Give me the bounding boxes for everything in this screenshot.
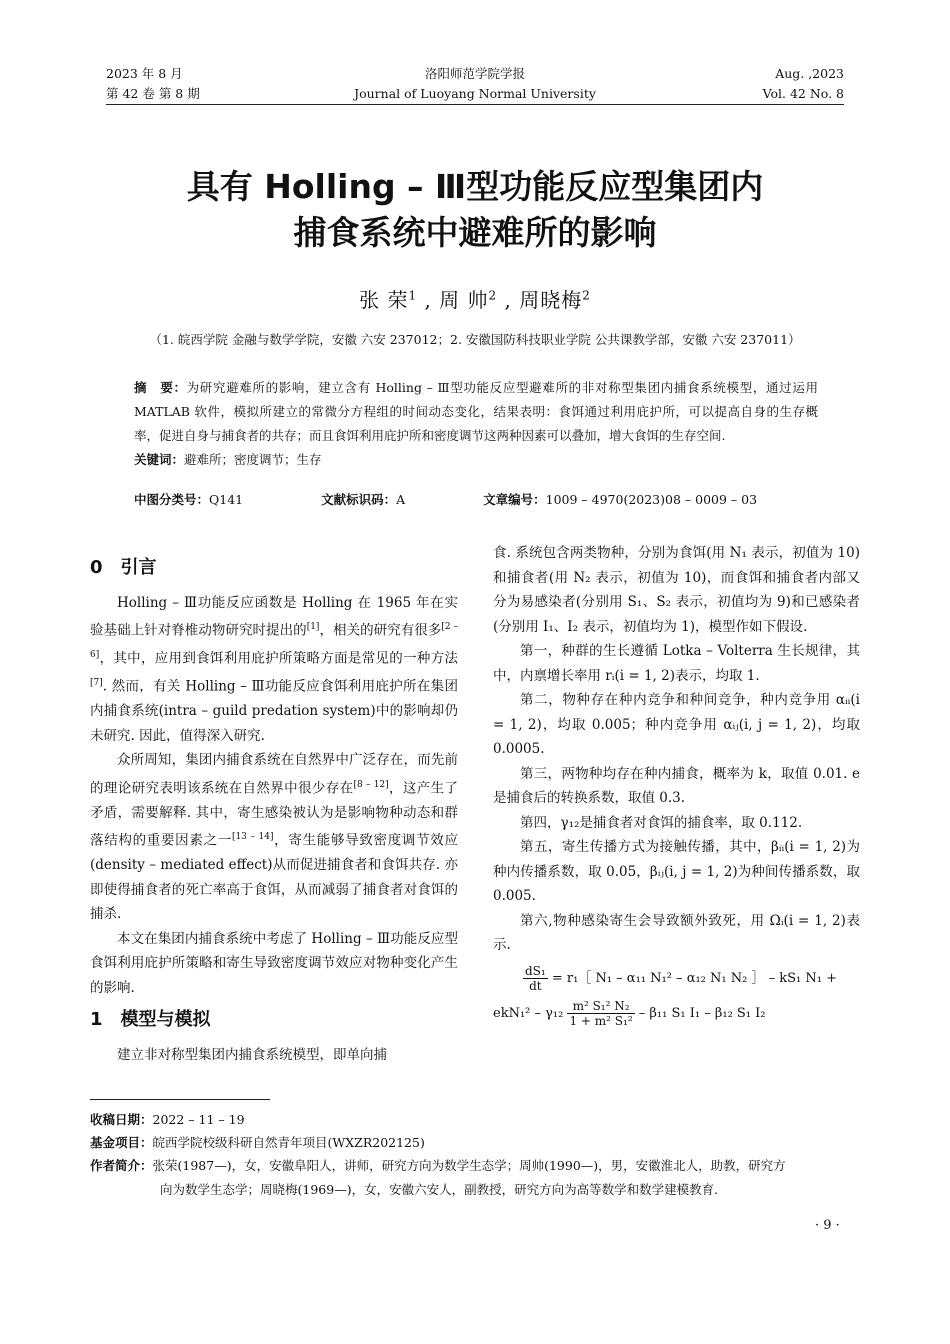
author-1-affil: 1 — [408, 288, 418, 303]
author-3: 周晓梅 — [519, 288, 583, 312]
classification-line — [134, 490, 757, 508]
article-title — [0, 164, 950, 256]
derivative-fraction — [523, 964, 548, 993]
keywords-label: 关键词： — [134, 452, 185, 467]
text-run: ，相关的研究有很多 — [319, 622, 442, 639]
page-number: · 9 · — [815, 1218, 840, 1233]
text-run: ，这产生了矛盾，需要解释. 其中，寄生感染被认为是影响物种动态和群落结构的重要因素之一 — [90, 780, 459, 849]
footnote-label: 基金项目： — [90, 1135, 153, 1150]
paragraph — [90, 591, 458, 749]
footnote-received — [90, 1108, 862, 1132]
text-run: Holling – Ⅲ功能反应函数是 Holling 在 1965 年在实验基础上针对脊椎动物研究时提出的 — [90, 594, 458, 639]
footnote-label: 作者简介： — [90, 1158, 153, 1173]
journal-name-en: Journal of Luoyang Normal University — [354, 86, 596, 101]
fraction-denominator: dt — [529, 978, 542, 993]
paragraph: 第五，寄生传播方式为接触传播，其中，βᵢᵢ(i = 1, 2)为种内传播系数，取 0.05，βᵢⱼ(i, j = 1, 2)为种间传播系数，取 0.005. — [493, 839, 860, 904]
title-line-2: 捕食系统中避难所的影响 — [293, 213, 657, 252]
section-heading-1: 1 模型与模拟 — [90, 1009, 211, 1030]
abstract-block — [134, 376, 818, 472]
article-no-value: 1009 – 4970(2023)08 – 0009 – 03 — [545, 492, 758, 507]
issue-date-en: Aug. ,2023 — [775, 66, 844, 81]
paragraph: 本文在集团内捕食系统中考虑了 Holling – Ⅲ功能反应型食饵利用庇护所策略和寄生导致密度调节效应对物种变化产生的影响. — [90, 930, 458, 996]
author-1: 张 荣 — [359, 288, 409, 312]
abstract-label: 摘 要： — [134, 380, 187, 395]
paragraph — [90, 748, 458, 927]
author-sep: , — [417, 288, 440, 312]
fraction-numerator: m² S₁² N₂ — [567, 999, 634, 1014]
abstract — [134, 376, 818, 448]
title-line-1: 具有 Holling – Ⅲ型功能反应型集团内 — [186, 167, 764, 206]
running-header-right — [763, 64, 844, 104]
author-2: 周 帅 — [439, 288, 489, 312]
clc-label: 中图分类号： — [134, 492, 210, 507]
journal-name-cn: 洛阳师范学院学报 — [424, 66, 525, 81]
citation: [13 – 14] — [231, 832, 274, 842]
article-no-label: 文章编号： — [483, 492, 546, 507]
footnote-rule — [90, 1099, 270, 1100]
citation: [2 – 6] — [90, 622, 459, 660]
issue-date: 2023 年 8 月 — [106, 66, 183, 81]
footnote-value: 2022 – 11 – 19 — [152, 1112, 245, 1127]
author-list — [0, 284, 950, 313]
paragraph: 第二，物种存在种内竞争和种间竞争，种内竞争用 αᵢᵢ(i = 1, 2)，均取 0.005；种内竞争用 αᵢⱼ(i, j = 1, 2)，均取 0.0005. — [493, 692, 860, 757]
clc-value: Q141 — [209, 492, 244, 507]
text-run: . 然而，有关 Holling – Ⅲ功能反应食饵利用庇护所在集团内捕食系统(intra – guild predation system)中的影响却仍未研究. 因此，值得深入研究. — [90, 678, 458, 744]
right-column — [493, 541, 860, 1028]
left-column — [90, 552, 458, 1067]
header-rule — [106, 104, 844, 105]
equation-line-2 — [493, 999, 860, 1028]
section-heading-0: 0 引言 — [90, 557, 157, 578]
paragraph: 第四，γ₁₂是捕食者对食饵的捕食率，取 0.112. — [520, 814, 803, 831]
equation-term: ekN₁² – γ₁₂ — [493, 1005, 564, 1021]
author-2-affil: 2 — [488, 288, 498, 303]
text-run: ，寄生能够导致密度调节效应(density – mediated effect)从而促进捕食者和食饵共存. 亦即使得捕食者的死亡率高于食饵，从而减弱了捕食者对食饵的捕杀. — [90, 832, 459, 922]
volume-issue-en: Vol. 42 No. 8 — [762, 86, 844, 101]
footnote-bio — [90, 1154, 862, 1178]
author-3-affil: 2 — [582, 288, 591, 303]
paragraph: 建立非对称型集团内捕食系统模型，即单向捕 — [117, 1046, 387, 1063]
text-run: 众所周知，集团内捕食系统在自然界中广泛存在，而先前的理论研究表明该系统在自然界中很少存在 — [90, 752, 458, 796]
keywords — [134, 448, 818, 472]
footnote-value: 皖西学院校级科研自然青年项目(WXZR202125) — [152, 1135, 425, 1150]
fraction-numerator: dS₁ — [525, 963, 546, 978]
footnote-fund — [90, 1131, 862, 1155]
affiliations: （1. 皖西学院 金融与数学学院，安徽 六安 237012；2. 安徽国防科技职业学院 公共课教学部，安徽 六安 237011） — [149, 332, 801, 347]
holling-fraction — [567, 999, 634, 1028]
text-run: ，其中，应用到食饵利用庇护所策略方面是常见的一种方法 — [99, 650, 458, 667]
paragraph: 第一，种群的生长遵循 Lotka – Volterra 生长规律，其中，内禀增长率用 rᵢ(i = 1, 2)表示，均取 1. — [493, 643, 860, 684]
equation-term: – β₁₁ S₁ I₁ – β₁₂ S₁ I₂ — [638, 1005, 766, 1021]
doc-code-label: 文献标识码： — [321, 492, 397, 507]
citation: [8 – 12] — [353, 779, 389, 790]
paragraph: 食. 系统包含两类物种，分别为食饵(用 N₁ 表示，初值为 10)和捕食者(用 N₂ 表示，初值为 10)，而食饵和捕食者内部又分为易感染者(分别用 S₁、S₂ 表示，初值均为 9)和已感染者(分别用 I₁、I₂ 表示，初值均为 1)，模型作如下假设. — [493, 545, 860, 635]
footnote-label: 收稿日期： — [90, 1112, 153, 1127]
paragraph: 第三，两物种均存在种内捕食，概率为 k，取值 0.01. e 是捕食后的转换系数，取值 0.3. — [493, 765, 860, 806]
citation: [1] — [306, 622, 320, 632]
doc-code-value: A — [396, 492, 406, 507]
abstract-text: 为研究避难所的影响，建立含有 Holling – Ⅲ型功能反应型避难所的非对称型集团内捕食系统模型，通过运用 MATLAB 软件，模拟所建立的常微分方程组的时间动态变化，结果表明：食饵通过利用庇护所，可以提高自身的生存概率，促进自身与捕食者的共存；而且食饵利用庇护所和密度调节这两种因素可以叠加，增大食饵的生存空间. — [134, 380, 818, 443]
fraction-denominator: 1 + m² S₁² — [569, 1013, 633, 1028]
citation: [7] — [90, 678, 103, 688]
volume-issue: 第 42 卷 第 8 期 — [106, 86, 200, 101]
footnote-value: 张荣(1987—)，女，安徽阜阳人，讲师，研究方向为数学生态学；周帅(1990—)，男，安徽淮北人，助教，研究方 — [152, 1158, 786, 1173]
keywords-text: 避难所；密度调节；生存 — [184, 452, 322, 467]
equation-line-1 — [493, 964, 860, 993]
paragraph: 第六,物种感染寄生会导致额外致死，用 Ωᵢ(i = 1, 2)表示. — [493, 912, 860, 953]
equation-rhs: = r₁［ N₁ – α₁₁ N₁² – α₁₂ N₁ N₂ ］ – kS₁ N₁ + — [551, 970, 837, 986]
author-sep: , — [497, 288, 520, 312]
footnote-bio-cont: 向为数学生态学；周晓梅(1969—)，女，安徽六安人，副教授，研究方向为高等数学和数学建模教育. — [160, 1182, 719, 1197]
